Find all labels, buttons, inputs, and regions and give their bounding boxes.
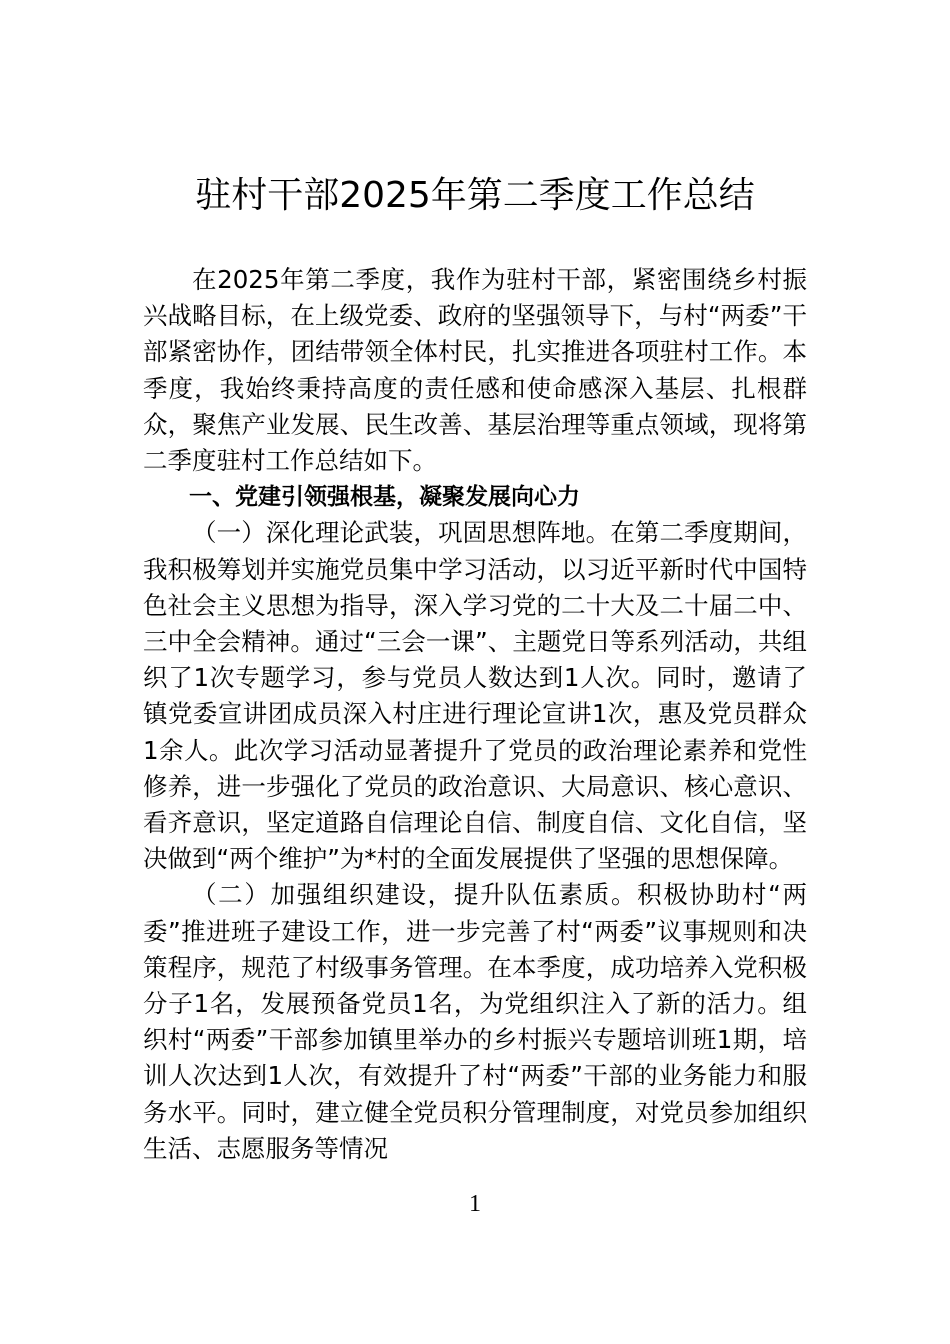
subsection-paragraph-2: （二）加强组织建设，提升队伍素质。积极协助村“两委”推进班子建设工作，进一步完善了村“两委”议事规则和决策程序，规范了村级事务管理。在本季度，成功培养入党积极分子1名，发展预备党员1名，为党组织注入了新的活力。组织村“两委”干部参加镇里举办的乡村振兴专题培训班1期，培训人次达到1人次，有效提升了村“两委”干部的业务能力和服务水平。同时，建立健全党员积分管理制度，对党员参加组织生活、志愿服务等情况: [143, 880, 807, 1163]
document-body: [143, 262, 807, 1167]
intro-paragraph: 在2025年第二季度，我作为驻村干部，紧密围绕乡村振兴战略目标，在上级党委、政府的坚强领导下，与村“两委”干部紧密协作，团结带领全体村民，扎实推进各项驻村工作。本季度，我始终秉持高度的责任感和使命感深入基层、扎根群众，聚焦产业发展、民生改善、基层治理等重点领域，现将第二季度驻村工作总结如下。: [143, 265, 807, 476]
section-heading-1: 一、党建引领强根基，凝聚发展向心力: [189, 484, 580, 511]
page-number: 1: [469, 1191, 481, 1217]
subsection-paragraph-1: （一）深化理论武装，巩固思想阵地。在第二季度期间，我积极筹划并实施党员集中学习活动，以习近平新时代中国特色社会主义思想为指导，深入学习党的二十大及二十届二中、三中全会精神。通过“三会一课”、主题党日等系列活动，共组织了1次专题学习，参与党员人数达到1人次。同时，邀请了镇党委宣讲团成员深入村庄进行理论宣讲1次，惠及党员群众1余人。此次学习活动显著提升了党员的政治理论素养和党性修养，进一步强化了党员的政治意识、大局意识、核心意识、看齐意识，坚定道路自信理论自信、制度自信、文化自信，坚决做到“两个维护”为*村的全面发展提供了坚强的思想保障。: [143, 518, 807, 874]
document-title: 驻村干部2025年第二季度工作总结: [195, 175, 755, 216]
